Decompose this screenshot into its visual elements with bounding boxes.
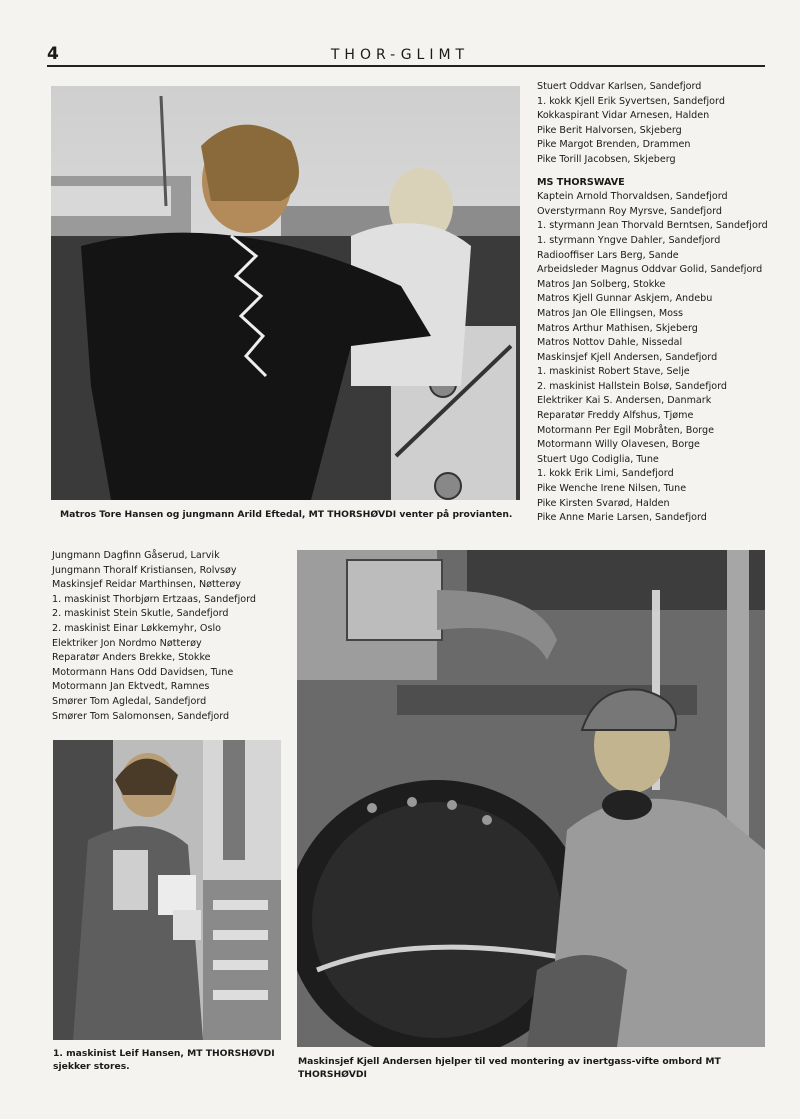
crew-line: 2. maskinist Stein Skutle, Sandefjord xyxy=(52,608,229,620)
crew-line: 1. kokk Kjell Erik Syvertsen, Sandefjord xyxy=(537,95,725,107)
crew-line: Overstyrmann Roy Myrsve, Sandefjord xyxy=(537,205,722,217)
crew-line: Elektriker Kai S. Andersen, Danmark xyxy=(537,395,712,407)
photo-sailors-on-deck xyxy=(51,86,520,500)
crew-line: Radiooffiser Lars Berg, Sande xyxy=(537,249,679,261)
crew-line: Reparatør Anders Brekke, Stokke xyxy=(52,652,211,664)
crew-line: Smører Tom Agledal, Sandefjord xyxy=(52,695,207,707)
crew-line: Matros Kjell Gunnar Askjem, Andebu xyxy=(537,293,713,305)
bottom-right-photo-caption: Maskinsjef Kjell Andersen hjelper til ved montering av inertgass-vifte ombord MT THORSHØVDI xyxy=(298,1056,721,1080)
header-rule xyxy=(47,65,765,67)
crew-line: Maskinsjef Kjell Andersen, Sandefjord xyxy=(537,351,718,363)
crew-line: 1. maskinist Robert Stave, Selje xyxy=(537,366,690,378)
crew-line: Matros Jan Ole Ellingsen, Moss xyxy=(537,307,684,319)
crew-line: 1. styrmann Jean Thorvald Berntsen, Sandefjord xyxy=(537,220,768,232)
crew-line: Jungmann Dagfinn Gåserud, Larvik xyxy=(52,550,220,561)
photo-first-engineer-stores xyxy=(53,740,281,1040)
crew-line: Kaptein Arnold Thorvaldsen, Sandefjord xyxy=(537,191,728,203)
crew-line: Smører Tom Salomonsen, Sandefjord xyxy=(52,710,230,722)
crew-line: Matros Jan Solberg, Stokke xyxy=(537,278,666,290)
ship-heading: MS THORSWAVE xyxy=(537,176,625,188)
page-number: 4 xyxy=(47,44,59,64)
crew-line: Pike Berit Halvorsen, Skjeberg xyxy=(537,124,682,136)
page-title: THOR-GLIMT xyxy=(330,47,470,63)
crew-list-right xyxy=(537,80,768,526)
crew-line: 1. styrmann Yngve Dahler, Sandefjord xyxy=(537,234,721,246)
bottom-left-photo-caption: 1. maskinist Leif Hansen, MT THORSHØVDI sjekker stores. xyxy=(53,1048,275,1072)
crew-line: Stuert Oddvar Karlsen, Sandefjord xyxy=(537,81,702,92)
crew-line: Motormann Per Egil Mobråten, Borge xyxy=(537,424,714,436)
crew-line: Pike Kirsten Svarød, Halden xyxy=(537,497,670,509)
crew-line: Motormann Jan Ektvedt, Ramnes xyxy=(52,681,210,693)
crew-line: Pike Anne Marie Larsen, Sandefjord xyxy=(537,512,707,524)
crew-line: Stuert Ugo Codiglia, Tune xyxy=(537,453,659,465)
top-photo-caption: Matros Tore Hansen og jungmann Arild Eftedal, MT THORSHØVDI venter på provianten. xyxy=(60,509,513,520)
crew-line: Reparatør Freddy Alfshus, Tjøme xyxy=(537,410,694,422)
crew-line: Motormann Hans Odd Davidsen, Tune xyxy=(52,666,234,678)
crew-line: Kokkaspirant Vidar Arnesen, Halden xyxy=(537,110,710,122)
crew-list-left xyxy=(52,549,256,724)
crew-line: Maskinsjef Reidar Marthinsen, Nøtterøy xyxy=(52,579,241,591)
crew-line: 1. maskinist Thorbjørn Ertzaas, Sandefjord xyxy=(52,593,256,605)
crew-line: Elektriker Jon Nordmo Nøtterøy xyxy=(52,637,202,649)
photo-engine-room-chief xyxy=(297,550,765,1047)
crew-line: Motormann Willy Olavesen, Borge xyxy=(537,439,700,451)
crew-line: Jungmann Thoralf Kristiansen, Rolvsøy xyxy=(52,564,237,576)
crew-line: Pike Wenche Irene Nilsen, Tune xyxy=(537,483,687,495)
crew-line: 2. maskinist Hallstein Bolsø, Sandefjord xyxy=(537,380,727,392)
crew-line: 2. maskinist Einar Løkkemyhr, Oslo xyxy=(52,622,222,634)
crew-line: Matros Arthur Mathisen, Skjeberg xyxy=(537,322,698,334)
crew-line: Pike Margot Brenden, Drammen xyxy=(537,139,691,151)
crew-line: Matros Nottov Dahle, Nissedal xyxy=(537,337,683,349)
crew-line: 1. kokk Erik Limi, Sandefjord xyxy=(537,468,674,480)
crew-line: Arbeidsleder Magnus Oddvar Golid, Sandefjord xyxy=(537,264,763,276)
crew-line: Pike Torill Jacobsen, Skjeberg xyxy=(537,153,676,165)
